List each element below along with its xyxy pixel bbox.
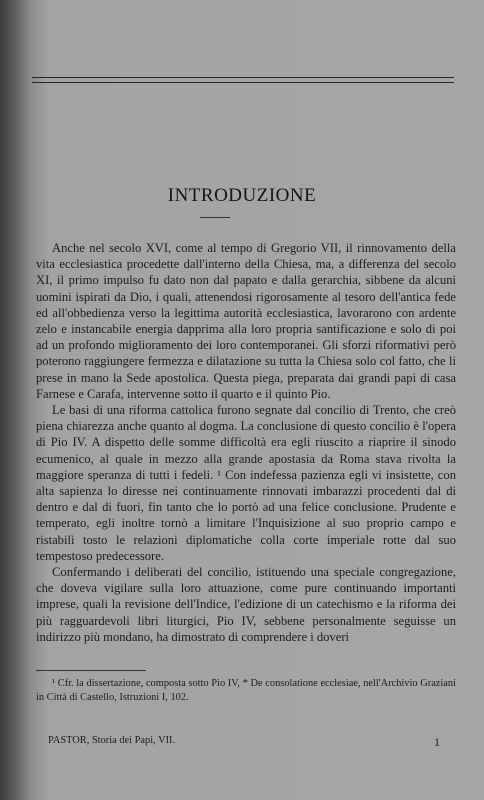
footnote: ¹ Cfr. la dissertazione, composta sotto Pio IV, * De consolatione ecclesiae, nell'Archivio Graziani in Città di Castello, Istruzioni I, 102. — [36, 678, 456, 703]
chapter-title: INTRODUZIONE — [167, 185, 317, 206]
paragraph-3: Confermando i deliberati del concilio, istituendo una speciale congregazione, che doveva vigilare sulla loro attuazione, come pure continuando importanti imprese, quali la revisione dell'Indice, l'edizione di un catechismo e la riforma dei più ragguardevoli libri liturgici, Pio IV, sebbene personalmente seguisse un indirizzo più mondano, ha dimostrato di comprendere i doveri — [36, 565, 456, 644]
header-rule-top — [32, 77, 454, 78]
paragraph-1: Anche nel secolo XVI, come al tempo di Gregorio VII, il rinnovamento della vita ecclesiastica procedette dall'interno della Chiesa, ma, a differenza del secolo XI, il primo impulso fu dato non dal papato e dalla gerarchia, sibbene da alcuni uomini ispirati da Dio, i quali, attenendosi rigorosamente al tesoro dell'antica fede ed all'obbedienza verso la legittima autorità ecclesiastica, lavorarono con ardente zelo e instancabile energia dapprima alla loro propria santificazione e solo di poi ad un profondo miglioramento dei loro contemporanei. Gli sforzi riformativi però poterono raggiungere fermezza e dilatazione su tutta la Chiesa solo col fatto, che li prese in mano la Sede apostolica. Questa piega, preparata dai grandi papi di casa Farnese e Carafa, intervenne sotto il quarto e il quinto Pio. — [36, 241, 456, 401]
title-divider — [200, 217, 230, 218]
header-rule-bottom — [32, 82, 454, 83]
running-footer-title: PASTOR, Storia dei Papi, VII. — [48, 735, 176, 746]
running-footer — [48, 735, 440, 750]
paragraph-2: Le basi di una riforma cattolica furono segnate dal concilio di Trento, che creò piena chiarezza anche quanto al dogma. La conclusione di questo concilio è l'opera di Pio IV. A dispetto delle somme difficoltà era egli riuscito a riaprire il sinodo ecumenico, al quale in mezzo alla grande apostasia da Roma stava rivolta la maggiore speranza di tutti i fedeli. ¹ Con indefessa pazienza egli vi insistette, con alta sapienza lo diresse nei continuamente rinnovati imbarazzi procedenti dal di dentro e dal di fuori, fin tanto che lo portò ad una felice conclusione. Prudente e temperato, egli inoltre tornò a limitare l'Inquisizione al suo proprio campo e ristabilì tosto le relazioni diplomatiche colla corte imperiale rotte dal suo tempestoso predecessore. — [36, 403, 456, 563]
footnote-divider — [36, 670, 146, 671]
body-text — [36, 240, 456, 645]
page-number: 1 — [434, 735, 440, 749]
